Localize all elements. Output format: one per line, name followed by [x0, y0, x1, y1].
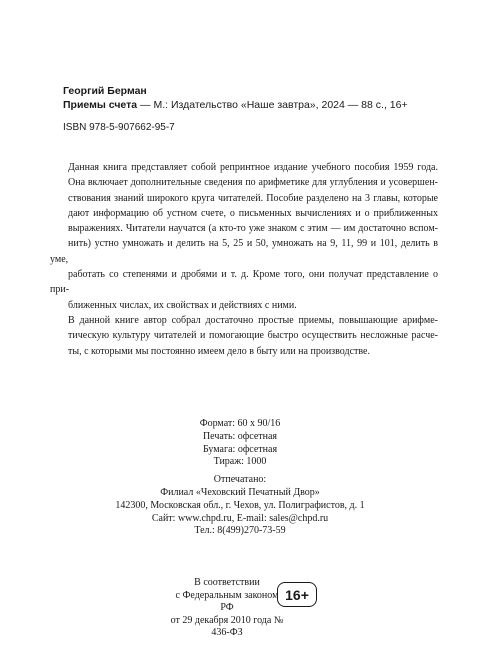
- publication-details: — М.: Издательство «Наше завтра», 2024 — 88 с., 16+: [137, 99, 408, 111]
- annotation-line: работать со степенями и дробями и т. д. Кроме того, они получат представление о при-: [50, 269, 438, 296]
- annotation-line: В данной книге автор собрал достаточно простые приемы, повышающие арифме-: [68, 314, 438, 326]
- law-notice-line: с Федеральным законом РФ: [175, 589, 279, 613]
- annotation-line: тическую культуру читателей и помогающие быстро осуществить несложные расче-: [68, 330, 438, 342]
- printer-phone: Тел.: 8(499)270-73-59: [194, 525, 286, 537]
- printer-web: Сайт: www.chpd.ru, E-mail: sales@chpd.ru: [151, 512, 329, 524]
- annotation-line: Данная книга представляет собой репринтное издание учебного пособия 1959 года.: [68, 162, 438, 173]
- annotation-line: ты, с которыми мы постоянно имеем дело в быту или на производстве.: [68, 345, 370, 357]
- annotation-paragraph-1: [50, 160, 438, 313]
- printer-address: 142300, Московская обл., г. Чехов, ул. Полиграфистов, д. 1: [115, 499, 365, 511]
- annotation-line: нить) устно умножать и делить на 5, 25 и 50, умножать на 9, 11, 99 и 101, делить в уме,: [50, 238, 438, 265]
- publication-line: [63, 98, 443, 113]
- format-line: Формат: 60 x 90/16: [199, 418, 281, 429]
- annotation-paragraph-2: [50, 313, 438, 359]
- paper-line: Бумага: офсетная: [202, 443, 278, 455]
- printing-line: Печать: офсетная: [202, 430, 278, 442]
- annotation-line: выражениях. Читатели научатся (а кто-то уже знаком с этим — им достаточно вспом-: [68, 223, 438, 235]
- annotation-line: ствования знаний широкого круга читателей. Пособие разделено на 3 главы, которые: [68, 192, 438, 204]
- annotation-line: дают информацию об устном счете, о письменных вычислениях и о приближенных: [68, 207, 438, 219]
- print-run-line: Тираж: 1000: [213, 456, 267, 468]
- printed-at-label: Отпечатано:: [213, 474, 267, 486]
- age-rating-badge: 16+: [277, 582, 317, 607]
- law-notice-line: от 29 декабря 2010 года № 436-ФЗ: [170, 614, 284, 638]
- law-notice: [170, 577, 284, 640]
- author-name: Георгий Берман: [63, 85, 147, 97]
- annotation-line: ближенных числах, их свойствах и действиях с ними.: [68, 299, 297, 311]
- book-title: Приемы счета: [63, 99, 138, 111]
- bibliography-block: [63, 84, 443, 135]
- printer-name: Филиал «Чеховский Печатный Двор»: [160, 486, 320, 498]
- annotation-line: Она включает дополнительные сведения по арифметике для углубления и усовершен-: [68, 177, 438, 189]
- law-notice-line: В соответствии: [194, 577, 260, 588]
- print-imprint: [0, 418, 480, 538]
- annotation: [50, 160, 438, 359]
- isbn: ISBN 978-5-907662-95-7: [63, 122, 175, 133]
